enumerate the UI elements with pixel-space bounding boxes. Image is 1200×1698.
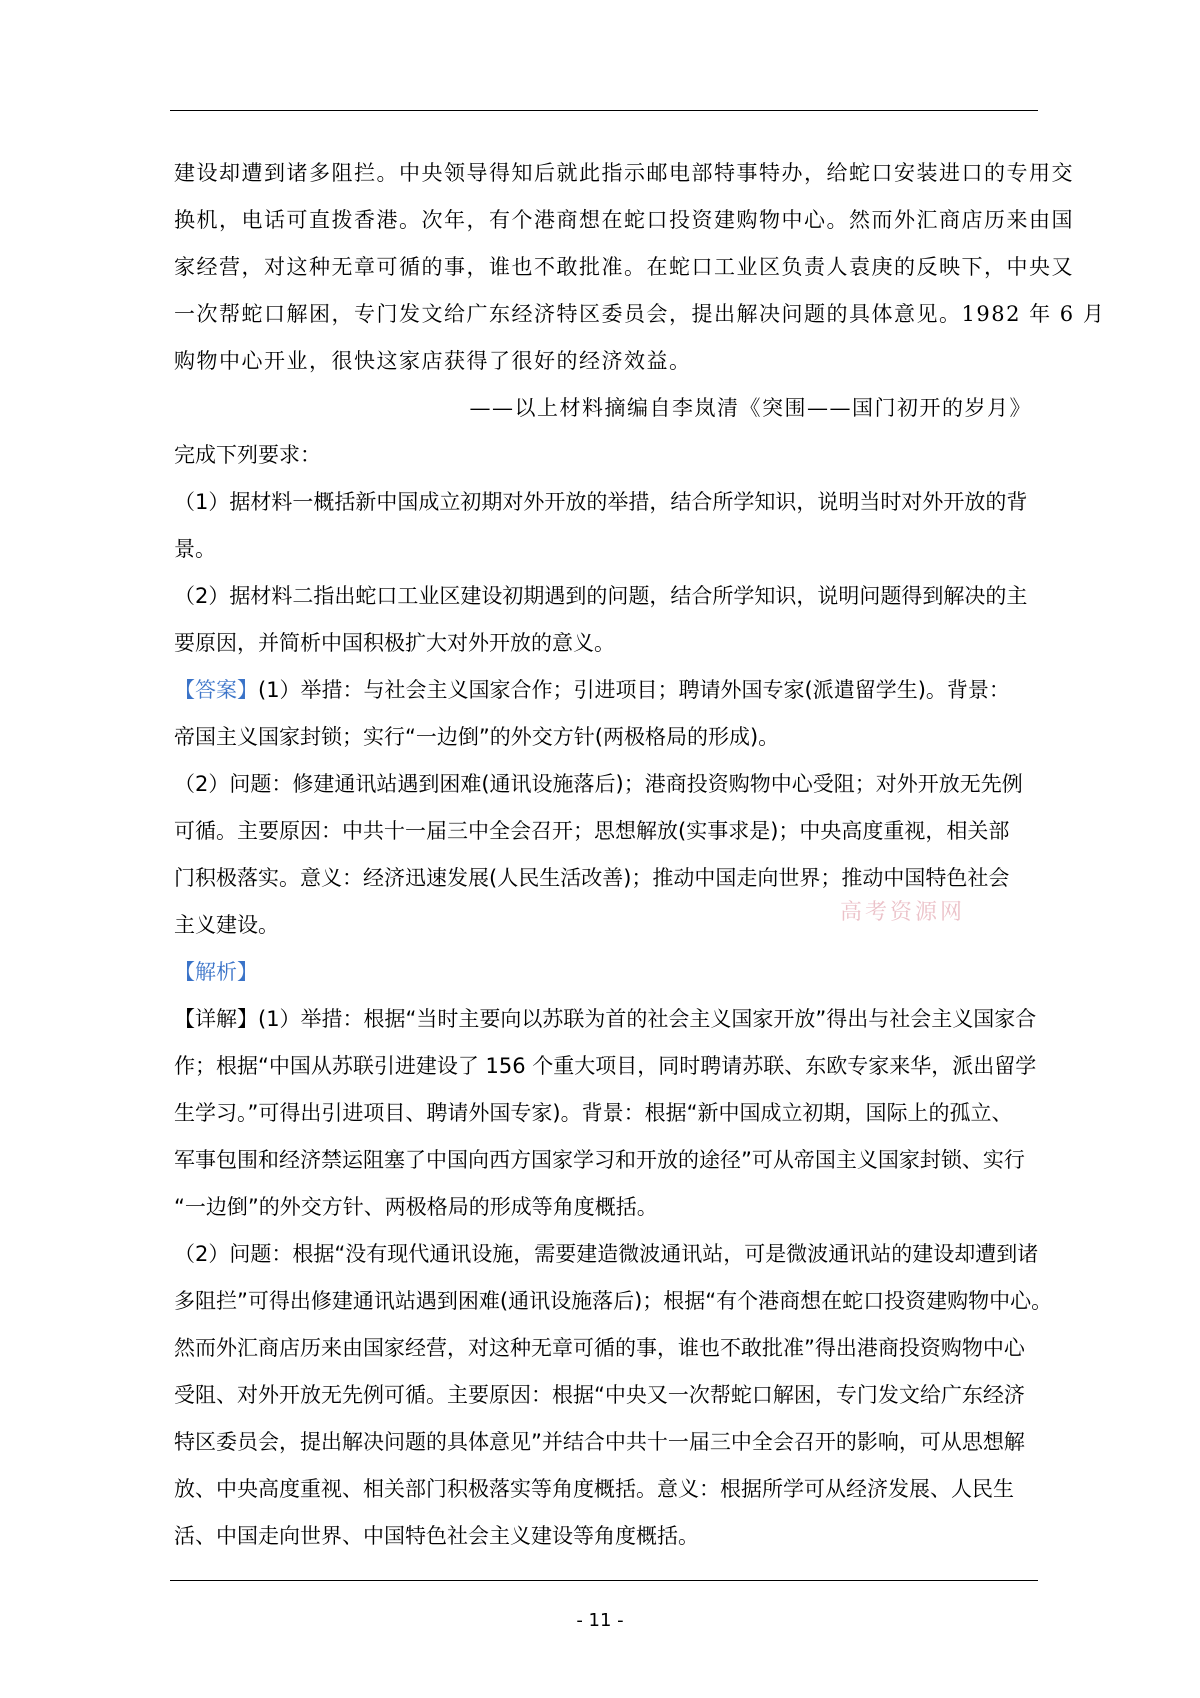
requirements-heading: 完成下列要求： [174,443,321,467]
watermark: 高考资源网 [840,900,966,925]
detail-line: 受阻、对外开放无先例可循。主要原因：根据“中央又一次帮蛇口解困，专门发文给广东经济 [174,1383,1025,1407]
detail-line: 放、中央高度重视、相关部门积极落实等角度概括。意义：根据所学可从经济发展、人民生 [174,1477,1014,1501]
material-line: 建设却遭到诸多阻拦。中央领导得知后就此指示邮电部特事特办，给蛇口安装进口的专用交 [174,161,1074,185]
material-line: 换机，电话可直拨香港。次年，有个港商想在蛇口投资建购物中心。然而外汇商店历来由国 [174,208,1074,232]
detail-text: (1）举措：根据“当时主要向以苏联为首的社会主义国家开放”得出与社会主义国家合 [258,1007,1037,1031]
question-2: （2）据材料二指出蛇口工业区建设初期遇到的问题，结合所学知识，说明问题得到解决的主 [174,584,1028,608]
material-line: 购物中心开业，很快这家店获得了很好的经济效益。 [174,349,692,373]
answer-tag: 【答案】 [174,678,258,702]
analysis-tag: 【解析】 [174,960,258,984]
detail-line [174,996,1038,1043]
detail-line: “一边倒”的外交方针、两极格局的形成等角度概括。 [174,1195,658,1219]
detail-tag: 【详解】 [174,1007,258,1031]
detail-line: 多阻拦”可得出修建通讯站遇到困难(通讯设施落后)；根据“有个港商想在蛇口投资建购物中心。 [174,1289,1053,1313]
detail-line: 活、中国走向世界、中国特色社会主义建设等角度概括。 [174,1524,699,1548]
answer-line: 可循。主要原因：中共十一届三中全会召开；思想解放(实事求是)；中央高度重视，相关部 [174,819,1010,843]
page-body [174,150,1106,1560]
page-number: - 11 - [576,1610,624,1631]
answer-line [174,667,1038,714]
question-1: （1）据材料一概括新中国成立初期对外开放的举措，结合所学知识，说明当时对外开放的背 [174,490,1028,514]
answer-line: 主义建设。 [174,913,279,937]
material-line: 家经营，对这种无章可循的事，谁也不敢批准。在蛇口工业区负责人袁庚的反映下，中央又 [174,255,1074,279]
material-source: ——以上材料摘编自李岚清《突围——国门初开的岁月》 [469,396,1032,420]
answer-line: （2）问题：修建通讯站遇到困难(通讯设施落后)；港商投资购物中心受阻；对外开放无先例 [174,772,1023,796]
detail-line: （2）问题：根据“没有现代通讯设施，需要建造微波通讯站，可是微波通讯站的建设却遭到诸 [174,1242,1039,1266]
answer-text: (1）举措：与社会主义国家合作；引进项目；聘请外国专家(派遣留学生)。背景： [258,678,1010,702]
material-line: 一次帮蛇口解困，专门发文给广东经济特区委员会，提出解决问题的具体意见。1982 年 6 月 [174,302,1106,326]
question-2: 要原因，并简析中国积极扩大对外开放的意义。 [174,631,615,655]
detail-line: 作；根据“中国从苏联引进建设了 156 个重大项目，同时聘请苏联、东欧专家来华，派出留学 [174,1054,1037,1078]
header-rule [170,110,1038,111]
answer-line: 帝国主义国家封锁；实行“一边倒”的外交方针(两极格局的形成)。 [174,725,780,749]
answer-line: 门积极落实。意义：经济迅速发展(人民生活改善)；推动中国走向世界；推动中国特色社会 [174,866,1010,890]
detail-line: 然而外汇商店历来由国家经营，对这种无章可循的事，谁也不敢批准”得出港商投资购物中心 [174,1336,1025,1360]
detail-line: 军事包围和经济禁运阻塞了中国向西方国家学习和开放的途径”可从帝国主义国家封锁、实行 [174,1148,1025,1172]
question-1: 景。 [174,537,216,561]
detail-line: 特区委员会，提出解决问题的具体意见”并结合中共十一届三中全会召开的影响，可从思想解 [174,1430,1025,1454]
footer-rule [170,1580,1038,1581]
detail-line: 生学习。”可得出引进项目、聘请外国专家)。背景：根据“新中国成立初期，国际上的孤立、 [174,1101,1013,1125]
